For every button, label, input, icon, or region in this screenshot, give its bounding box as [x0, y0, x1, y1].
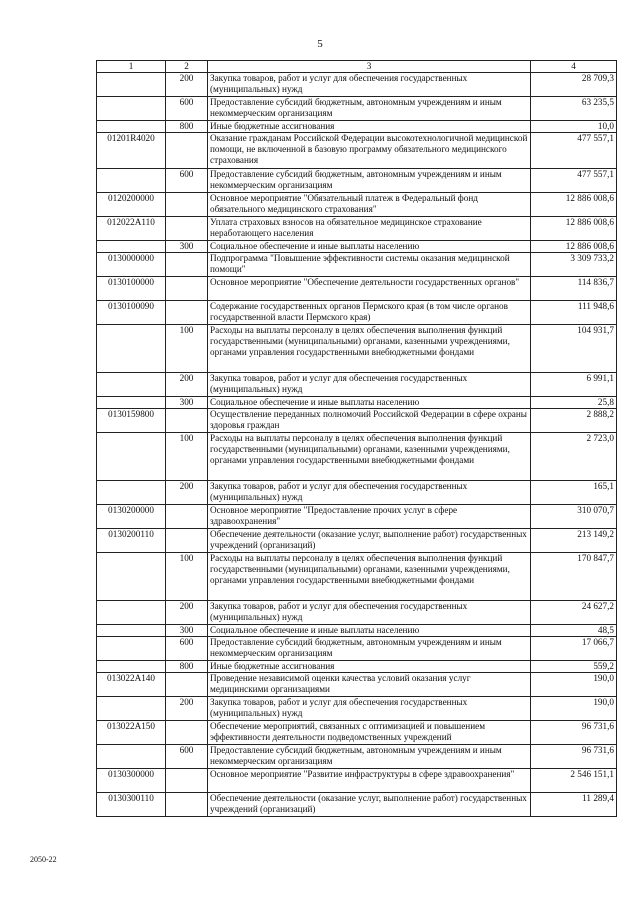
- row-code-cell: 0130300000: [97, 769, 166, 793]
- row-amount-cell: 114 836,7: [531, 277, 617, 301]
- row-type-cell: [166, 253, 208, 277]
- row-code-cell: [97, 397, 166, 409]
- table-row: [97, 169, 617, 193]
- row-type-cell: 800: [166, 121, 208, 133]
- row-amount-cell: 559,2: [531, 661, 617, 673]
- row-name-cell: Обеспечение мероприятий, связанных с оптимизацией и повышением эффективности деятельности подведомственных учреждений: [208, 721, 531, 745]
- row-code-cell: 013022А140: [97, 673, 166, 697]
- row-name-cell: Осуществление переданных полномочий Российской Федерации в сфере охраны здоровья граждан: [208, 409, 531, 433]
- header-col-2: 2: [166, 61, 208, 73]
- table-row: [97, 433, 617, 481]
- row-type-cell: [166, 793, 208, 817]
- row-code-cell: 0130100000: [97, 277, 166, 301]
- row-type-cell: [166, 133, 208, 169]
- table-row: [97, 133, 617, 169]
- table-row: [97, 745, 617, 769]
- table-row: [97, 253, 617, 277]
- row-type-cell: 600: [166, 637, 208, 661]
- row-name-cell: Социальное обеспечение и иные выплаты населению: [208, 241, 531, 253]
- table-row: [97, 637, 617, 661]
- row-amount-cell: 111 948,6: [531, 301, 617, 325]
- table-row: [97, 601, 617, 625]
- row-code-cell: [97, 241, 166, 253]
- row-code-cell: [97, 745, 166, 769]
- row-type-cell: [166, 277, 208, 301]
- row-code-cell: [97, 661, 166, 673]
- row-type-cell: 300: [166, 241, 208, 253]
- row-type-cell: [166, 301, 208, 325]
- row-code-cell: 0130159800: [97, 409, 166, 433]
- table-row: [97, 217, 617, 241]
- table-row: [97, 661, 617, 673]
- row-amount-cell: 96 731,6: [531, 721, 617, 745]
- table-body: [97, 73, 617, 817]
- row-code-cell: [97, 97, 166, 121]
- header-col-1: 1: [97, 61, 166, 73]
- row-code-cell: [97, 601, 166, 625]
- row-name-cell: Расходы на выплаты персоналу в целях обеспечения выполнения функций государственными (муниципальными) органами, казенными учреждениями, органами управления государственными внебюджетными фондами: [208, 325, 531, 373]
- row-type-cell: [166, 193, 208, 217]
- row-code-cell: 012022А110: [97, 217, 166, 241]
- table-row: [97, 193, 617, 217]
- row-name-cell: Основное мероприятие "Развитие инфраструктуры в сфере здравоохранения": [208, 769, 531, 793]
- row-name-cell: Расходы на выплаты персоналу в целях обеспечения выполнения функций государственными (муниципальными) органами, казенными учреждениями, органами управления государственными внебюджетными фондами: [208, 553, 531, 601]
- row-type-cell: 100: [166, 553, 208, 601]
- row-amount-cell: 12 886 008,6: [531, 241, 617, 253]
- row-name-cell: Иные бюджетные ассигнования: [208, 661, 531, 673]
- table-row: [97, 121, 617, 133]
- row-amount-cell: 190,0: [531, 697, 617, 721]
- row-type-cell: 200: [166, 73, 208, 97]
- row-amount-cell: 25,8: [531, 397, 617, 409]
- table-row: [97, 397, 617, 409]
- row-type-cell: [166, 409, 208, 433]
- row-amount-cell: 10,0: [531, 121, 617, 133]
- row-name-cell: Предоставление субсидий бюджетным, автономным учреждениям и иным некоммерческим организациям: [208, 745, 531, 769]
- row-code-cell: [97, 169, 166, 193]
- row-code-cell: 0130100090: [97, 301, 166, 325]
- row-amount-cell: 63 235,5: [531, 97, 617, 121]
- row-name-cell: Предоставление субсидий бюджетным, автономным учреждениям и иным некоммерческим организациям: [208, 169, 531, 193]
- row-type-cell: [166, 673, 208, 697]
- table-row: [97, 481, 617, 505]
- row-amount-cell: 12 886 008,6: [531, 217, 617, 241]
- row-amount-cell: 96 731,6: [531, 745, 617, 769]
- row-code-cell: [97, 121, 166, 133]
- row-type-cell: 200: [166, 697, 208, 721]
- table-row: [97, 505, 617, 529]
- row-name-cell: Предоставление субсидий бюджетным, автономным учреждениям и иным некоммерческим организациям: [208, 637, 531, 661]
- row-amount-cell: 12 886 008,6: [531, 193, 617, 217]
- table-row: [97, 529, 617, 553]
- table-row: [97, 673, 617, 697]
- budget-table: [96, 60, 617, 817]
- row-name-cell: Закупка товаров, работ и услуг для обеспечения государственных (муниципальных) нужд: [208, 601, 531, 625]
- row-code-cell: [97, 637, 166, 661]
- row-name-cell: Уплата страховых взносов на обязательное медицинское страхование неработающего населения: [208, 217, 531, 241]
- row-type-cell: 200: [166, 373, 208, 397]
- table-row: [97, 241, 617, 253]
- row-name-cell: Основное мероприятие "Предоставление прочих услуг в сфере здравоохранения": [208, 505, 531, 529]
- row-name-cell: Закупка товаров, работ и услуг для обеспечения государственных (муниципальных) нужд: [208, 481, 531, 505]
- row-name-cell: Закупка товаров, работ и услуг для обеспечения государственных (муниципальных) нужд: [208, 697, 531, 721]
- row-code-cell: 01201R4020: [97, 133, 166, 169]
- row-type-cell: 300: [166, 397, 208, 409]
- row-amount-cell: 3 309 733,2: [531, 253, 617, 277]
- row-code-cell: [97, 553, 166, 601]
- row-name-cell: Расходы на выплаты персоналу в целях обеспечения выполнения функций государственными (муниципальными) органами, казенными учреждениями, органами управления государственными внебюджетными фондами: [208, 433, 531, 481]
- row-type-cell: 600: [166, 745, 208, 769]
- row-amount-cell: 104 931,7: [531, 325, 617, 373]
- row-code-cell: 013022А150: [97, 721, 166, 745]
- table-row: [97, 625, 617, 637]
- row-amount-cell: 477 557,1: [531, 169, 617, 193]
- page-number: 5: [317, 38, 323, 50]
- table-row: [97, 553, 617, 601]
- row-amount-cell: 2 546 151,1: [531, 769, 617, 793]
- row-amount-cell: 11 289,4: [531, 793, 617, 817]
- row-type-cell: 600: [166, 97, 208, 121]
- row-amount-cell: 28 709,3: [531, 73, 617, 97]
- row-amount-cell: 48,5: [531, 625, 617, 637]
- row-code-cell: 0130000000: [97, 253, 166, 277]
- row-code-cell: [97, 73, 166, 97]
- row-name-cell: Основное мероприятие "Обязательный платеж в Федеральный фонд обязательного медицинского страхования": [208, 193, 531, 217]
- row-code-cell: 0130200110: [97, 529, 166, 553]
- row-type-cell: [166, 721, 208, 745]
- row-name-cell: Социальное обеспечение и иные выплаты населению: [208, 625, 531, 637]
- table-row: [97, 769, 617, 793]
- row-amount-cell: 2 888,2: [531, 409, 617, 433]
- row-name-cell: Проведение независимой оценки качества условий оказания услуг медицинскими организациями: [208, 673, 531, 697]
- table-row: [97, 277, 617, 301]
- row-code-cell: [97, 433, 166, 481]
- row-code-cell: 0130200000: [97, 505, 166, 529]
- table-row: [97, 97, 617, 121]
- row-name-cell: Содержание государственных органов Пермского края (в том числе органов государственной власти Пермского края): [208, 301, 531, 325]
- row-code-cell: 0130300110: [97, 793, 166, 817]
- row-type-cell: 600: [166, 169, 208, 193]
- row-type-cell: 100: [166, 433, 208, 481]
- row-type-cell: 200: [166, 601, 208, 625]
- row-name-cell: Оказание гражданам Российской Федерации высокотехнологичной медицинской помощи, не включенной в базовую программу обязательного медицинского страхования: [208, 133, 531, 169]
- row-name-cell: Закупка товаров, работ и услуг для обеспечения государственных (муниципальных) нужд: [208, 73, 531, 97]
- row-name-cell: Основное мероприятие "Обеспечение деятельности государственных органов": [208, 277, 531, 301]
- row-name-cell: Обеспечение деятельности (оказание услуг, выполнение работ) государственных учреждений (организаций): [208, 793, 531, 817]
- row-amount-cell: 213 149,2: [531, 529, 617, 553]
- row-type-cell: 800: [166, 661, 208, 673]
- header-col-4: 4: [531, 61, 617, 73]
- row-amount-cell: 165,1: [531, 481, 617, 505]
- row-code-cell: [97, 481, 166, 505]
- table-row: [97, 721, 617, 745]
- table-row: [97, 409, 617, 433]
- row-type-cell: [166, 769, 208, 793]
- row-type-cell: 100: [166, 325, 208, 373]
- table-row: [97, 697, 617, 721]
- row-code-cell: 0120200000: [97, 193, 166, 217]
- row-type-cell: 300: [166, 625, 208, 637]
- row-code-cell: [97, 625, 166, 637]
- row-name-cell: Предоставление субсидий бюджетным, автономным учреждениям и иным некоммерческим организациям: [208, 97, 531, 121]
- row-amount-cell: 24 627,2: [531, 601, 617, 625]
- table-row: [97, 793, 617, 817]
- row-name-cell: Закупка товаров, работ и услуг для обеспечения государственных (муниципальных) нужд: [208, 373, 531, 397]
- row-name-cell: Социальное обеспечение и иные выплаты населению: [208, 397, 531, 409]
- row-name-cell: Обеспечение деятельности (оказание услуг, выполнение работ) государственных учреждений (организаций): [208, 529, 531, 553]
- row-amount-cell: 17 066,7: [531, 637, 617, 661]
- row-amount-cell: 477 557,1: [531, 133, 617, 169]
- table-row: [97, 301, 617, 325]
- footer-code: 2050-22: [30, 855, 57, 864]
- row-amount-cell: 2 723,0: [531, 433, 617, 481]
- table-row: [97, 325, 617, 373]
- row-type-cell: 200: [166, 481, 208, 505]
- row-type-cell: [166, 529, 208, 553]
- row-code-cell: [97, 373, 166, 397]
- row-amount-cell: 6 991,1: [531, 373, 617, 397]
- row-amount-cell: 170 847,7: [531, 553, 617, 601]
- row-type-cell: [166, 505, 208, 529]
- header-col-3: 3: [208, 61, 531, 73]
- row-amount-cell: 310 070,7: [531, 505, 617, 529]
- row-type-cell: [166, 217, 208, 241]
- row-name-cell: Подпрограмма "Повышение эффективности системы оказания медицинской помощи": [208, 253, 531, 277]
- table-header-row: [97, 61, 617, 73]
- table-row: [97, 373, 617, 397]
- table-row: [97, 73, 617, 97]
- row-name-cell: Иные бюджетные ассигнования: [208, 121, 531, 133]
- row-amount-cell: 190,0: [531, 673, 617, 697]
- row-code-cell: [97, 325, 166, 373]
- row-code-cell: [97, 697, 166, 721]
